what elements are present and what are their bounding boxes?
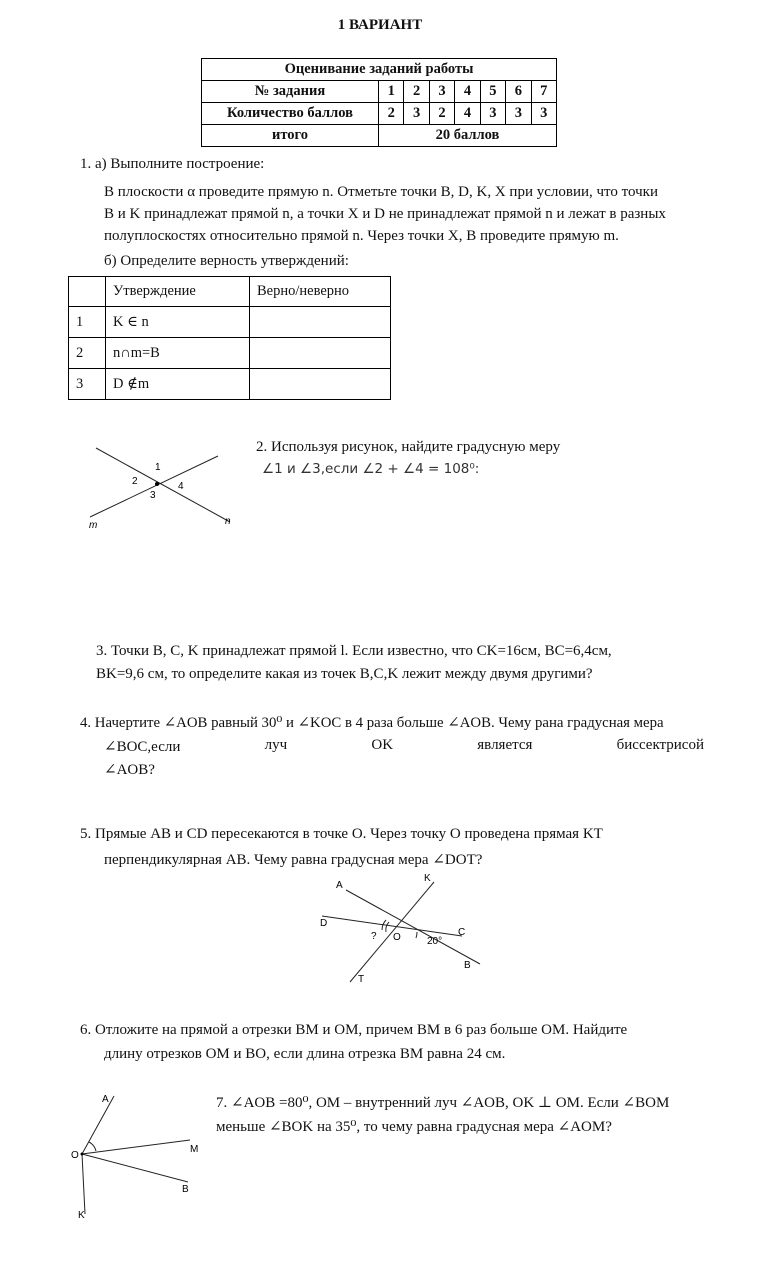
task6-line2: длину отрезков OM и BO, если длина отрезка BM равна 24 см. bbox=[104, 1046, 506, 1062]
statements-table bbox=[68, 276, 391, 400]
intersection-point bbox=[155, 482, 159, 486]
stm-row-answer[interactable] bbox=[250, 369, 391, 400]
point-label-k: K bbox=[424, 873, 431, 884]
page-title: 1 ВАРИАНТ bbox=[337, 17, 423, 33]
stm-header-answer: Верно/неверно bbox=[250, 277, 391, 307]
points-cell: 3 bbox=[480, 103, 505, 125]
points-cell: 4 bbox=[455, 103, 480, 125]
stm-header-num bbox=[69, 277, 106, 307]
stm-row-statement: D ∉m bbox=[106, 369, 250, 400]
line-n bbox=[96, 448, 230, 522]
task2-line2: ∠1 и ∠3,если ∠2 + ∠4 = 108⁰: bbox=[262, 461, 480, 477]
point-label-b: B bbox=[464, 960, 471, 971]
unknown-angle-label: ? bbox=[371, 931, 377, 942]
task-number-cell: 4 bbox=[455, 81, 480, 103]
point-label-o: O bbox=[393, 932, 401, 943]
task-number-cell: 1 bbox=[379, 81, 404, 103]
point-label-b: B bbox=[182, 1184, 189, 1195]
angle-label-4: 4 bbox=[178, 481, 184, 492]
point-label-d: D bbox=[320, 918, 328, 929]
point-label-k: K bbox=[78, 1210, 85, 1221]
stm-row-answer[interactable] bbox=[250, 307, 391, 338]
angle-label-3: 3 bbox=[150, 490, 156, 501]
point-label-o: O bbox=[71, 1150, 79, 1161]
task1-text-line: В плоскости α проведите прямую n. Отметьте точки B, D, K, X при условии, что точки bbox=[104, 184, 658, 200]
task-number-cell: 3 bbox=[429, 81, 454, 103]
task6-line1: 6. Отложите на прямой a отрезки BM и OM, причем BM в 6 раз больше OM. Найдите bbox=[80, 1022, 628, 1038]
task4-line1: 4. Начертите ∠AOB равный 30⁰ и ∠KOC в 4 раза больше ∠AOB. Чему рана градусная мера bbox=[80, 715, 664, 731]
task5-figure bbox=[312, 870, 492, 990]
task4-word: является bbox=[477, 737, 533, 753]
task3-line2: BK=9,6 см, то определите какая из точек B,C,K лежит между двумя другими? bbox=[96, 666, 593, 682]
task3-line1: 3. Точки B, C, K принадлежат прямой l. Если известно, что CK=16см, BC=6,4см, bbox=[96, 643, 612, 659]
stm-row-statement: K ∈ n bbox=[106, 307, 250, 338]
point-label-a: A bbox=[336, 880, 343, 891]
stm-header-statement: Утверждение bbox=[106, 277, 250, 307]
line-label-n: n bbox=[225, 516, 231, 527]
ray-ok bbox=[82, 1154, 85, 1214]
angle-label-1: 1 bbox=[155, 462, 161, 473]
line-dc bbox=[322, 916, 462, 936]
points-cell: 3 bbox=[531, 103, 556, 125]
angle-arc bbox=[89, 1142, 96, 1151]
task4-word: OK bbox=[371, 737, 394, 753]
line-label-m: m bbox=[89, 520, 98, 531]
task5-line2: перпендикулярная AB. Чему равна градусная мера ∠DOT? bbox=[104, 852, 483, 868]
angle-arc bbox=[386, 922, 389, 932]
angle-value-label: 20° bbox=[427, 936, 443, 947]
task4-line3: ∠AOB? bbox=[104, 762, 155, 778]
point-label-a: A bbox=[102, 1094, 109, 1105]
task4-word: биссектрисой bbox=[616, 737, 704, 753]
task-number-label: № задания bbox=[202, 81, 379, 103]
ray-om bbox=[82, 1140, 190, 1154]
stm-row-statement: n∩m=B bbox=[106, 338, 250, 369]
task-number-cell: 5 bbox=[480, 81, 505, 103]
task5-line1: 5. Прямые AB и CD пересекаются в точке O. Через точку O проведена прямая KT bbox=[80, 826, 603, 842]
point-label-t: T bbox=[358, 974, 365, 985]
task2-line1: 2. Используя рисунок, найдите градусную меру bbox=[256, 439, 561, 455]
ray-oa bbox=[82, 1096, 114, 1154]
total-label: итого bbox=[202, 125, 379, 147]
task7-figure bbox=[62, 1090, 222, 1225]
task1-text-line: полуплоскостях относительно прямой n. Через точки X, B проведите прямую m. bbox=[104, 228, 619, 244]
ray-ob bbox=[82, 1154, 188, 1182]
total-value: 20 баллов bbox=[379, 125, 557, 147]
angle-label-2: 2 bbox=[132, 476, 138, 487]
task1-line-a: 1. а) Выполните построение: bbox=[80, 156, 265, 172]
point-label-c: C bbox=[458, 927, 466, 938]
angle-arc bbox=[416, 932, 417, 938]
task-number-cell: 6 bbox=[506, 81, 531, 103]
stm-row-num: 3 bbox=[69, 369, 106, 400]
point-label-m: M bbox=[190, 1144, 199, 1155]
task2-figure bbox=[80, 440, 250, 535]
task4-word: луч bbox=[264, 737, 288, 753]
stm-row-num: 2 bbox=[69, 338, 106, 369]
task7-line2: меньше ∠BOK на 35⁰, то чему равна градусная мера ∠AOM? bbox=[216, 1119, 612, 1135]
points-cell: 3 bbox=[506, 103, 531, 125]
grading-table bbox=[201, 58, 557, 147]
task4-line2 bbox=[104, 737, 704, 756]
task7-line1: 7. ∠AOB =80⁰, OM – внутренний луч ∠AOB, OK ⊥ OM. Если ∠BOM bbox=[216, 1095, 670, 1111]
task4-word: ∠BOC,если bbox=[104, 739, 181, 755]
task1-line-b: б) Определите верность утверждений: bbox=[104, 253, 349, 269]
points-cell: 3 bbox=[404, 103, 429, 125]
stm-row-num: 1 bbox=[69, 307, 106, 338]
task1-text-line: B и K принадлежат прямой n, а точки X и D не принадлежат прямой n и лежат в разных bbox=[104, 206, 666, 222]
points-cell: 2 bbox=[429, 103, 454, 125]
points-cell: 2 bbox=[379, 103, 404, 125]
task-number-cell: 7 bbox=[531, 81, 556, 103]
line-m bbox=[90, 456, 218, 517]
grading-header: Оценивание заданий работы bbox=[202, 59, 557, 81]
vertex-point bbox=[81, 1153, 84, 1156]
task-number-cell: 2 bbox=[404, 81, 429, 103]
points-label: Количество баллов bbox=[202, 103, 379, 125]
stm-row-answer[interactable] bbox=[250, 338, 391, 369]
